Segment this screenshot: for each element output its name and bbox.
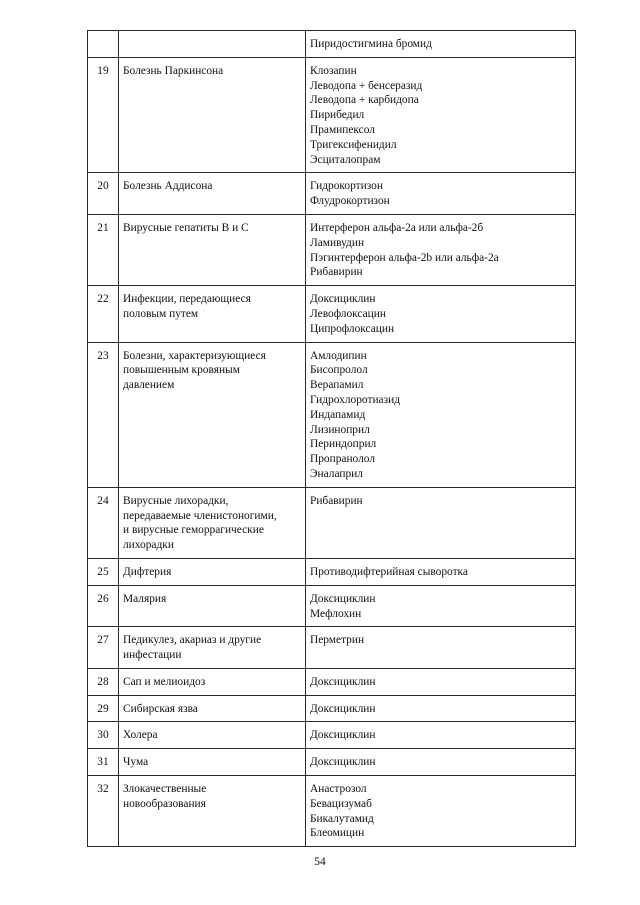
- table-row: [88, 558, 576, 585]
- disease-text: Вирусные гепатиты В и С: [123, 221, 249, 234]
- drug-name: Ципрофлоксацин: [310, 322, 395, 335]
- drugs-cell: [306, 776, 576, 847]
- disease-text: Педикулез, акариаз и другие: [123, 634, 262, 647]
- row-number: 30: [88, 722, 119, 749]
- table-row: [88, 214, 576, 285]
- disease-cell: [119, 173, 306, 215]
- drugs-cell: [306, 286, 576, 342]
- drugs-cell: [306, 214, 576, 285]
- disease-cell: [119, 57, 306, 173]
- table-row: [88, 57, 576, 173]
- drug-name: Доксициклин: [310, 675, 376, 688]
- drug-name: Доксициклин: [310, 729, 376, 742]
- table-row: [88, 173, 576, 215]
- disease-text: Злокачественные: [123, 783, 207, 796]
- disease-text: Сап и мелиоидоз: [123, 675, 206, 688]
- drug-name: Гидрохлоротиазид: [310, 393, 400, 406]
- disease-text: новообразования: [123, 797, 206, 810]
- table-row: [88, 31, 576, 58]
- drug-name: Эналаприл: [310, 467, 363, 480]
- disease-text: Болезнь Паркинсона: [123, 64, 224, 77]
- table-row: [88, 722, 576, 749]
- drug-name: Клозапин: [310, 64, 357, 77]
- drugs-cell: [306, 695, 576, 722]
- disease-text: Малярия: [123, 592, 167, 605]
- drugs-cell: [306, 627, 576, 669]
- drug-name: Бикалутамид: [310, 812, 374, 825]
- row-number: 25: [88, 558, 119, 585]
- disease-text: Болезнь Аддисона: [123, 180, 213, 193]
- drug-name: Бевацизумаб: [310, 797, 372, 810]
- table-row: [88, 668, 576, 695]
- disease-text: Холера: [123, 729, 158, 742]
- disease-text: Дифтерия: [123, 565, 172, 578]
- row-number: 31: [88, 749, 119, 776]
- drug-name: Тригексифенидил: [310, 138, 397, 151]
- drug-name: Мефлохин: [310, 607, 362, 620]
- row-number: 26: [88, 585, 119, 627]
- drug-name: Бисопролол: [310, 364, 368, 377]
- row-number: 21: [88, 214, 119, 285]
- disease-text: лихорадки: [123, 539, 174, 552]
- disease-text: давлением: [123, 379, 175, 392]
- row-number: 23: [88, 342, 119, 487]
- disease-cell: [119, 585, 306, 627]
- disease-text: Вирусные лихорадки,: [123, 494, 229, 507]
- drugs-cell: [306, 57, 576, 173]
- drug-name: Пэгинтерферон альфа-2b или альфа-2а: [310, 251, 499, 264]
- table-row: [88, 487, 576, 558]
- row-number: 28: [88, 668, 119, 695]
- drugs-cell: [306, 173, 576, 215]
- drug-name: Пирибедил: [310, 109, 365, 122]
- drugs-cell: [306, 31, 576, 58]
- row-number: 20: [88, 173, 119, 215]
- medications-table: [87, 30, 576, 847]
- drugs-cell: [306, 558, 576, 585]
- disease-cell: [119, 487, 306, 558]
- table-row: [88, 749, 576, 776]
- disease-text: Болезни, характеризующиеся: [123, 349, 266, 362]
- drug-name: Эсциталопрам: [310, 153, 381, 166]
- drug-name: Леводопа + карбидопа: [310, 94, 419, 107]
- drugs-cell: [306, 342, 576, 487]
- drugs-cell: [306, 722, 576, 749]
- disease-text: и вирусные геморрагические: [123, 524, 264, 537]
- drugs-cell: [306, 487, 576, 558]
- drug-name: Перметрин: [310, 634, 365, 647]
- row-number: 32: [88, 776, 119, 847]
- row-number: [88, 31, 119, 58]
- row-number: 22: [88, 286, 119, 342]
- table-row: [88, 286, 576, 342]
- drug-name: Пропранолол: [310, 453, 376, 466]
- drug-name: Доксициклин: [310, 592, 376, 605]
- drug-name: Ламивудин: [310, 236, 365, 249]
- table-row: [88, 627, 576, 669]
- disease-text: повышенным кровяным: [123, 364, 240, 377]
- drug-name: Доксициклин: [310, 702, 376, 715]
- drug-name: Левофлоксацин: [310, 307, 386, 320]
- row-number: 19: [88, 57, 119, 173]
- drugs-cell: [306, 585, 576, 627]
- drug-name: Пиридостигмина бромид: [310, 38, 432, 50]
- disease-cell: [119, 627, 306, 669]
- drug-name: Периндоприл: [310, 438, 377, 451]
- drug-name: Леводопа + бенсеразид: [310, 79, 423, 92]
- row-number: 24: [88, 487, 119, 558]
- drug-name: Интерферон альфа-2а или альфа-2б: [310, 221, 484, 234]
- disease-cell: [119, 558, 306, 585]
- drugs-cell: [306, 749, 576, 776]
- disease-cell: [119, 286, 306, 342]
- drug-name: Верапамил: [310, 379, 364, 392]
- disease-text: Чума: [123, 756, 149, 769]
- disease-text: передаваемые членистоногими,: [123, 509, 277, 522]
- drugs-cell: [306, 668, 576, 695]
- disease-cell: [119, 695, 306, 722]
- table-row: [88, 776, 576, 847]
- table-body: [88, 31, 576, 847]
- drug-name: Флудрокортизон: [310, 195, 390, 208]
- drug-name: Рибавирин: [310, 494, 363, 507]
- drug-name: Доксициклин: [310, 293, 376, 306]
- disease-text: инфестации: [123, 649, 182, 662]
- drug-name: Амлодипин: [310, 349, 367, 362]
- drug-name: Лизиноприл: [310, 423, 370, 436]
- disease-cell: [119, 31, 306, 58]
- table-row: [88, 695, 576, 722]
- drug-name: Рибавирин: [310, 266, 363, 279]
- disease-cell: [119, 749, 306, 776]
- disease-text: половым путем: [123, 307, 199, 320]
- drug-name: Анастрозол: [310, 783, 367, 796]
- drug-name: Гидрокортизон: [310, 180, 383, 193]
- disease-cell: [119, 342, 306, 487]
- disease-cell: [119, 214, 306, 285]
- page-number: 54: [314, 856, 326, 868]
- disease-cell: [119, 722, 306, 749]
- disease-text: Инфекции, передающиеся: [123, 293, 251, 306]
- row-number: 29: [88, 695, 119, 722]
- drug-name: Противодифтерийная сыворотка: [310, 565, 468, 578]
- drug-name: Индапамид: [310, 408, 366, 421]
- drug-name: Доксициклин: [310, 756, 376, 769]
- row-number: 27: [88, 627, 119, 669]
- disease-cell: [119, 776, 306, 847]
- table-row: [88, 342, 576, 487]
- disease-cell: [119, 668, 306, 695]
- table-row: [88, 585, 576, 627]
- drug-name: Прамипексол: [310, 123, 375, 136]
- drug-name: Блеомицин: [310, 827, 365, 840]
- disease-text: Сибирская язва: [123, 702, 198, 715]
